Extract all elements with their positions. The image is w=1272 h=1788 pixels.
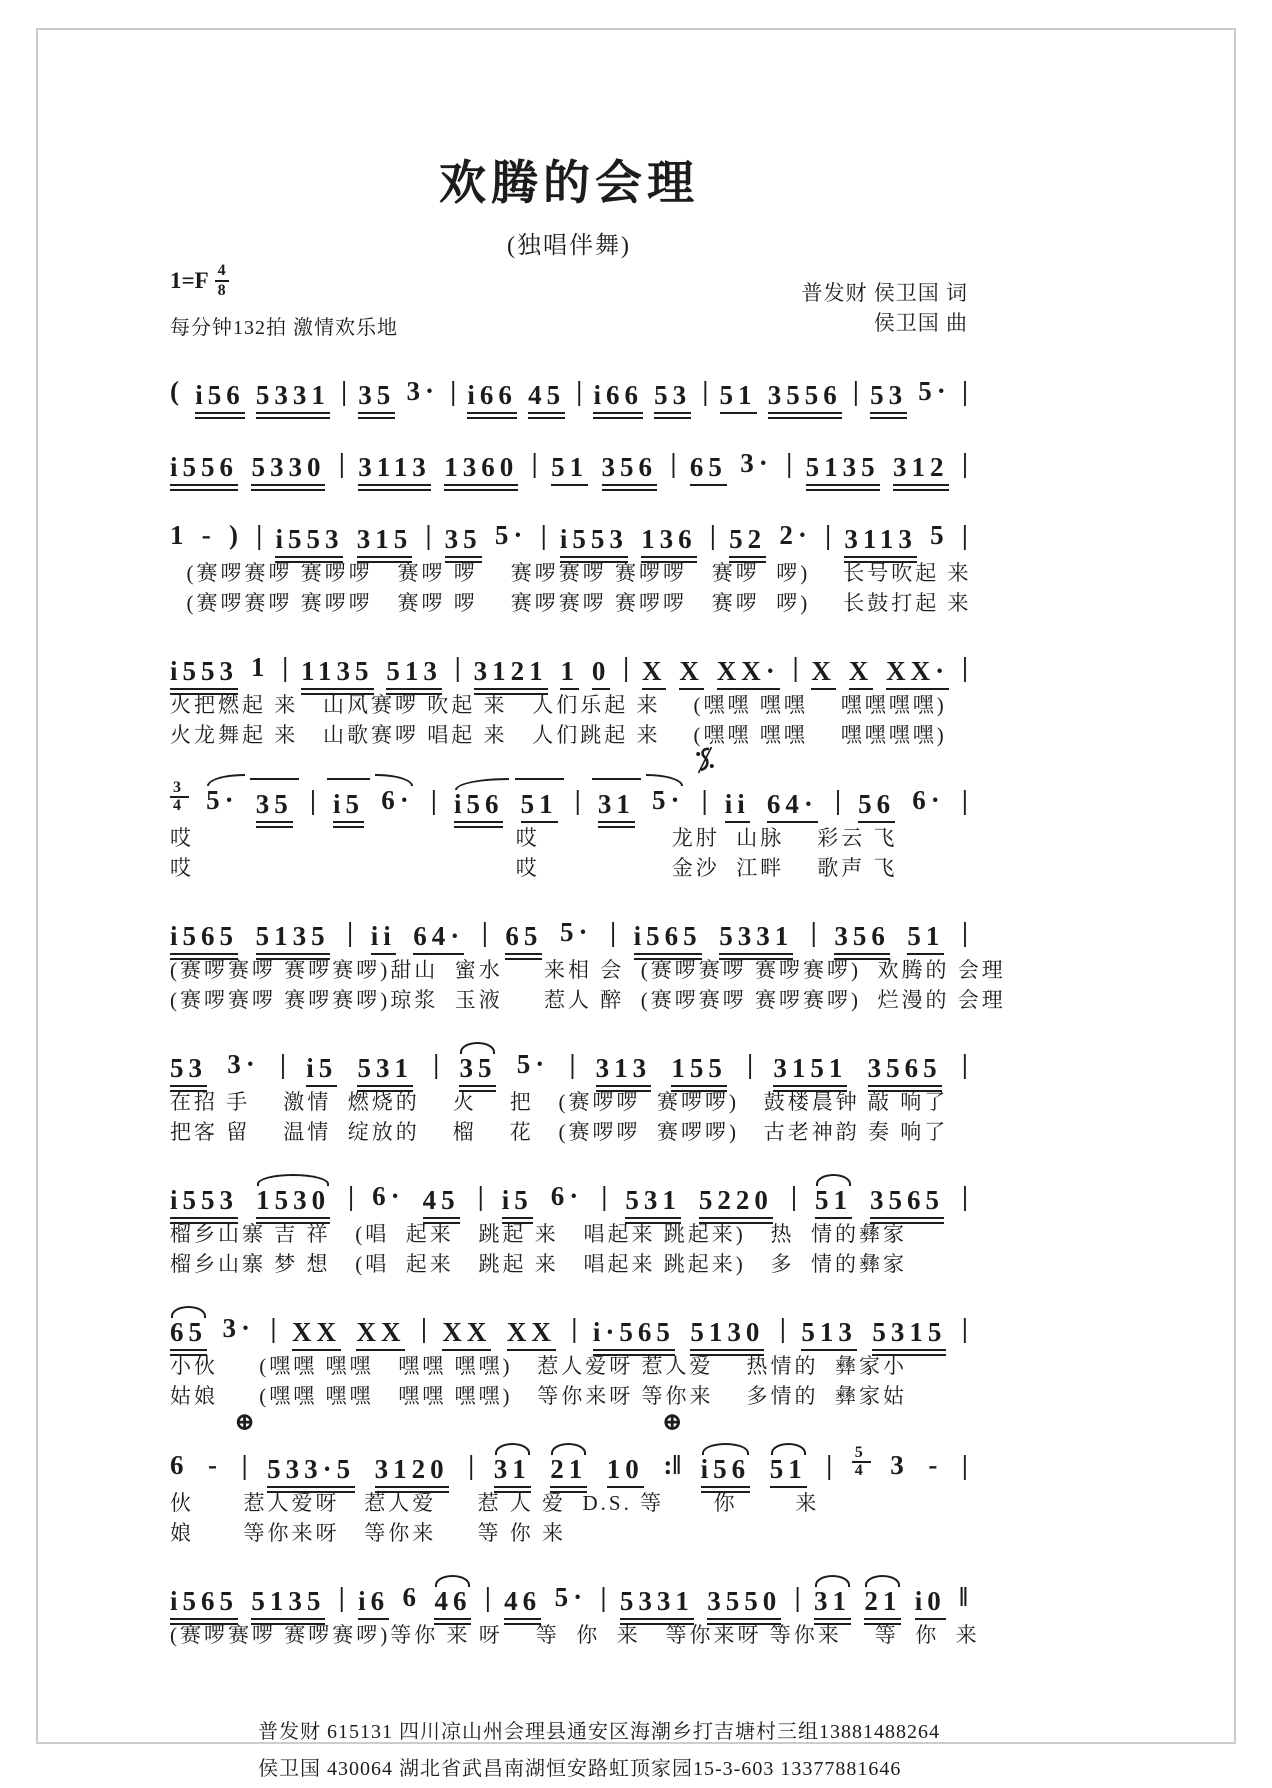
note-group: 51: [551, 454, 588, 486]
note-group: 5·: [652, 787, 685, 823]
note-group: XX·: [717, 658, 780, 690]
note-group: 5·: [554, 1581, 588, 1612]
bar-line: |: [792, 651, 799, 682]
bar-line: |: [454, 651, 461, 682]
bar-line: |: [961, 784, 968, 815]
bar-line: |: [702, 787, 708, 823]
note-group: 53: [870, 382, 907, 414]
bar-line: |: [852, 375, 859, 406]
bar-line: | ⊕: [234, 1408, 256, 1480]
note-group: 3: [890, 1449, 909, 1480]
note-group: 64·: [413, 923, 464, 955]
note-group: 56: [858, 791, 895, 823]
note-group: 6·: [550, 1180, 584, 1211]
note-group: 1360: [444, 454, 518, 486]
bar-line: |: [338, 447, 345, 478]
coda-icon: ⊕: [234, 1408, 256, 1436]
note-group: 136: [641, 526, 697, 558]
coda-icon: ⊕: [661, 1408, 683, 1436]
note-group: i5: [306, 1055, 337, 1087]
note-group: 5331: [719, 923, 793, 955]
note-group: 6·: [381, 787, 414, 823]
note-group: 53: [654, 382, 691, 414]
note-group: 10: [607, 1456, 644, 1488]
lyric-line: (赛啰赛啰 赛啰赛啰)甜山 蜜水 来相 会 (赛啰赛啰 赛啰赛啰) 欢腾的 会理: [170, 957, 1006, 982]
bar-line: |: [531, 447, 538, 478]
bar-line: |: [430, 784, 437, 815]
note-group: 51: [521, 791, 558, 823]
note-group: 3556: [768, 382, 842, 414]
bar-line: |: [309, 784, 316, 815]
note-group: 21: [550, 1456, 587, 1488]
note-group: 531: [357, 1055, 413, 1087]
bar-line: |: [477, 1180, 484, 1211]
bar-line: |: [601, 1180, 608, 1211]
bar-line: |: [576, 375, 583, 406]
note-group: 5: [930, 519, 949, 550]
bar-line: |: [825, 519, 832, 550]
segno-icon: [695, 745, 715, 775]
note-group: 31: [494, 1456, 531, 1488]
note-group: 5135: [251, 1588, 325, 1620]
note-group: 313: [596, 1055, 652, 1087]
bar-line: |: [810, 916, 817, 947]
note-group: XX: [507, 1319, 556, 1351]
bar-line: |: [420, 1312, 427, 1343]
time-signature: [215, 262, 229, 301]
bar-line: |: [961, 651, 968, 682]
key-signature: [170, 262, 398, 301]
notation-system: [170, 426, 968, 486]
tempo-marking: 每分钟132拍 激情欢乐地: [170, 316, 398, 339]
bar-line: |: [779, 1312, 786, 1343]
note-group: 52: [729, 526, 766, 558]
note-group: -: [201, 519, 216, 550]
note-group: 2·: [779, 519, 812, 550]
bar-line: |: [961, 1449, 968, 1480]
bar-line: |: [961, 519, 968, 550]
lyric-line: 把客 留 温情 绽放的 榴 花 (赛啰啰 赛啰啰) 古老神韵 奏 响了: [170, 1119, 949, 1144]
notation-line: [170, 354, 968, 414]
note-group: 1: [560, 658, 579, 690]
note-group: 35: [459, 1055, 496, 1087]
note-group: 5331: [256, 382, 330, 414]
credits-block: [802, 278, 969, 340]
note-group: 51: [907, 923, 944, 955]
bar-line: |: [468, 1449, 475, 1480]
notation-line: [170, 1159, 968, 1219]
note-group: 45: [528, 382, 565, 414]
lyric-line: (赛啰赛啰 赛啰啰 赛啰 啰 赛啰赛啰 赛啰啰 赛啰 啰) 长鼓打起 来: [170, 590, 972, 615]
note-group: XX: [356, 1319, 405, 1351]
note-group: 356: [602, 454, 658, 486]
bar-line: :‖ ⊕: [661, 1408, 683, 1480]
composer-credit: 侯卫国 曲: [873, 311, 968, 335]
bar-line: |: [623, 651, 630, 682]
lyric-line: 哎 哎 龙肘 山脉 彩云 飞: [170, 825, 898, 850]
contact-footer: [170, 1714, 968, 1788]
note-group: 5330: [251, 454, 325, 486]
bar-line: |: [786, 447, 793, 478]
lyric-line: 榴乡山寨 梦 想 (唱 起来 跳起 来 唱起来 跳起来) 多 情的彝家: [170, 1251, 907, 1276]
notation-line: [170, 498, 968, 558]
note-group: 31: [814, 1588, 851, 1620]
meter-numerator: 4: [215, 262, 229, 282]
lyric-line: (赛啰赛啰 赛啰赛啰)琼浆 玉液 惹人 醉 (赛啰赛啰 赛啰赛啰) 烂漫的 会理: [170, 987, 1006, 1012]
lyric-line: 哎 哎 金沙 江畔 歌声 飞: [170, 855, 898, 880]
note-group: i56: [195, 382, 245, 414]
bar-line: |: [341, 375, 348, 406]
lyric-line: 在招 手 激情 燃烧的 火 把 (赛啰啰 赛啰啰) 鼓楼晨钟 敲 响了: [170, 1089, 949, 1114]
bar-line: |: [961, 916, 968, 947]
note-group: 5135: [806, 454, 880, 486]
note-group: 5·: [918, 375, 951, 406]
footer-line-composer: 侯卫国 430064 湖北省武昌南湖恒安路虹顶家园15-3-603 13377881646: [258, 1757, 902, 1780]
bar-line: |: [450, 375, 457, 406]
segno-icon: [695, 745, 715, 775]
lyric-line: 小伙 (嘿嘿 嘿嘿 嘿嘿 嘿嘿) 惹人爱呀 惹人爱 热情的 彝家小: [170, 1353, 907, 1378]
note-group: 35: [358, 382, 395, 414]
note-group: XX: [442, 1319, 491, 1351]
bar-line: |: [569, 1048, 576, 1079]
bar-line: |: [347, 916, 354, 947]
note-group: i56: [701, 1456, 751, 1488]
score: [170, 354, 1006, 1650]
note-group: 5·: [560, 916, 593, 947]
note-group: 315: [357, 526, 413, 558]
bar-line: |: [574, 784, 581, 815]
note-group: X: [679, 658, 704, 690]
song-subtitle: (独唱伴舞): [507, 233, 631, 259]
note-group: 5·: [206, 787, 239, 823]
note-group: 5130: [690, 1319, 764, 1351]
note-group: i565: [170, 923, 238, 955]
note-group: i553: [275, 526, 343, 558]
note-group: 53: [170, 1055, 207, 1087]
note-group: 513: [386, 658, 442, 690]
bar-line: |: [702, 375, 709, 406]
note-group: 3120: [375, 1456, 449, 1488]
lyric-line: 娘 等你来呀 等你来 等 你 来: [170, 1520, 566, 1545]
bar-line: |: [338, 1581, 345, 1612]
note-group: i556: [170, 454, 238, 486]
bar-line: |: [835, 784, 841, 815]
score-meta: [170, 262, 968, 340]
bar-line: |: [256, 519, 263, 550]
note-group: 46: [434, 1588, 471, 1620]
lyric-line: 火龙舞起 来 山歌赛啰 唱起 来 人们跳起 来 (嘿嘿 嘿嘿 嘿嘿嘿嘿): [170, 722, 947, 747]
note-group: 5·: [494, 519, 528, 550]
note-group: i56: [454, 791, 504, 823]
note-group: 1530: [256, 1187, 330, 1219]
note-group: ii: [371, 923, 396, 955]
notation-system: [170, 895, 1006, 1015]
note-group: 5·: [516, 1048, 550, 1079]
bar-line: |: [425, 519, 432, 550]
note-group: 65: [170, 1319, 207, 1351]
note-group: 5315: [872, 1319, 946, 1351]
note-group: -: [928, 1449, 943, 1480]
note-group: 45: [423, 1187, 460, 1219]
note-group: 356: [834, 923, 890, 955]
bar-line: |: [961, 1312, 968, 1343]
bar-line: |: [826, 1449, 833, 1480]
bar-line: |: [962, 375, 968, 406]
bar-line: |: [962, 1180, 968, 1211]
note-group: 5331: [620, 1588, 694, 1620]
lyric-line: 火把燃起 来 山风赛啰 吹起 来 人们乐起 来 (嘿嘿 嘿嘿 嘿嘿嘿嘿): [170, 692, 947, 717]
note-group: 1: [170, 519, 189, 550]
notation-system: [170, 762, 968, 883]
bar-line: |: [280, 1048, 286, 1079]
bar-line: |: [790, 1180, 797, 1211]
note-group: XX·: [886, 658, 949, 690]
notation-line: [170, 762, 968, 823]
bar-line: ‖: [959, 1581, 968, 1612]
note-group: 312: [893, 454, 949, 486]
note-group: 6: [170, 1449, 189, 1480]
note-group: 3113: [358, 454, 431, 486]
meter-change-fraction: $\frac{3}{4}$: [170, 780, 189, 823]
note-group: 3·: [222, 1312, 256, 1343]
note-group: 35: [256, 791, 293, 823]
bar-line: |: [433, 1048, 440, 1079]
note-group: X: [811, 658, 836, 690]
bar-line: |: [270, 1312, 277, 1343]
note-group: i553: [170, 658, 238, 690]
bar-line: |: [540, 519, 547, 550]
song-title: 欢腾的会理: [439, 158, 699, 210]
bar-line: |: [794, 1581, 801, 1612]
bar-line: |: [571, 1312, 578, 1343]
note-group: 65: [690, 454, 727, 486]
bar-line: |: [747, 1048, 754, 1079]
note-group: i5: [502, 1187, 533, 1219]
note-group: 6·: [372, 1180, 405, 1211]
notation-line: [170, 426, 968, 486]
bar-line: |: [961, 1048, 968, 1079]
note-group: i553: [560, 526, 628, 558]
note-group: ii: [725, 791, 750, 823]
note-group: 531: [625, 1187, 681, 1219]
note-group: i66: [593, 382, 643, 414]
note-group: 5220: [699, 1187, 773, 1219]
key-tempo-block: [170, 262, 398, 340]
note-group: 3·: [227, 1048, 260, 1079]
bar-line: |: [484, 1581, 491, 1612]
note-group: 3121: [474, 658, 548, 690]
bar-line: |: [282, 651, 289, 682]
note-group: ): [229, 519, 243, 550]
note-group: (: [170, 375, 184, 406]
note-group: 3565: [870, 1187, 944, 1219]
note-group: -: [208, 1449, 223, 1480]
note-group: 3565: [868, 1055, 942, 1087]
note-group: X: [642, 658, 667, 690]
note-group: 533·5: [267, 1456, 355, 1488]
note-group: 51: [815, 1187, 852, 1219]
notation-line: [170, 1027, 968, 1087]
meter-change-fraction: $\frac{5}{4}$: [852, 1445, 871, 1488]
note-group: 65: [505, 923, 542, 955]
bar-line: |: [961, 447, 968, 478]
lyric-line: 伙 惹人爱呀 惹人爱 惹 人 爱 D.S. 等 你 来: [170, 1490, 820, 1515]
lyric-line: (赛啰赛啰 赛啰赛啰)等你 来 呀 等 你 来 等你来呀 等你来 等 你 来: [170, 1622, 980, 1647]
notation-system: [170, 630, 968, 750]
note-group: i553: [170, 1187, 238, 1219]
notation-line: [170, 630, 968, 690]
lyric-line: (赛啰赛啰 赛啰啰 赛啰 啰 赛啰赛啰 赛啰啰 赛啰 啰) 长号吹起 来: [170, 560, 972, 585]
bar-line: |: [600, 1581, 607, 1612]
lyric-line: 姑娘 (嘿嘿 嘿嘿 嘿嘿 嘿嘿) 等你来呀 等你来 多情的 彝家姑: [170, 1383, 907, 1408]
note-group: 3550: [707, 1588, 781, 1620]
note-group: 35: [445, 526, 482, 558]
lyricist-credit: 普发财 侯卫国 词: [801, 281, 968, 305]
bar-line: |: [348, 1180, 355, 1211]
note-group: 64·: [767, 791, 818, 823]
note-group: i565: [634, 923, 702, 955]
note-group: 3113: [844, 526, 917, 558]
note-group: i6: [358, 1588, 389, 1620]
score-content: [170, 146, 1006, 1788]
lyric-line: 榴乡山寨 吉 祥 (唱 起来 跳起 来 唱起来 跳起来) 热 情的彝家: [170, 1221, 907, 1246]
note-group: 5135: [256, 923, 330, 955]
note-group: 1135: [301, 658, 374, 690]
bar-line: |: [481, 916, 488, 947]
note-group: i5: [333, 791, 364, 823]
notation-system: [170, 1560, 980, 1650]
note-group: 31: [598, 791, 635, 823]
notation-line: [170, 1408, 968, 1488]
meter-denominator: 8: [217, 282, 226, 300]
note-group: 46: [504, 1588, 541, 1620]
note-group: 3151: [773, 1055, 847, 1087]
note-group: 155: [671, 1055, 727, 1087]
note-group: 3·: [740, 447, 773, 478]
note-group: XX: [292, 1319, 341, 1351]
note-group: 0: [592, 658, 611, 690]
bar-line: |: [610, 916, 617, 947]
note-group: 1: [250, 651, 270, 682]
note-group: 3·: [406, 375, 439, 406]
notation-system: [170, 1291, 968, 1411]
notation-system: [170, 1027, 968, 1147]
note-group: X: [849, 658, 874, 690]
notation-system: [170, 354, 968, 414]
note-group: 513: [801, 1319, 857, 1351]
note-group: 6: [402, 1581, 422, 1612]
note-group: 21: [864, 1588, 901, 1620]
note-group: 51: [770, 1456, 807, 1488]
note-group: 51: [720, 382, 757, 414]
notation-line: [170, 1291, 968, 1351]
notation-system: [170, 1159, 968, 1279]
bar-line: |: [709, 519, 716, 550]
note-group: 6·: [912, 784, 945, 815]
notation-line: [170, 1560, 968, 1620]
key-label: 1=F: [170, 268, 209, 294]
note-group: i0: [915, 1588, 946, 1620]
notation-system: [170, 498, 972, 618]
note-group: i66: [467, 382, 517, 414]
footer-line-lyricist: 普发财 615131 四川凉山州会理县通安区海潮乡打吉塘村三组13881488264: [258, 1720, 940, 1743]
notation-system: [170, 1408, 968, 1548]
note-group: i565: [170, 1588, 238, 1620]
notation-line: [170, 895, 968, 955]
note-group: i·565: [593, 1319, 675, 1351]
bar-line: |: [670, 447, 677, 478]
